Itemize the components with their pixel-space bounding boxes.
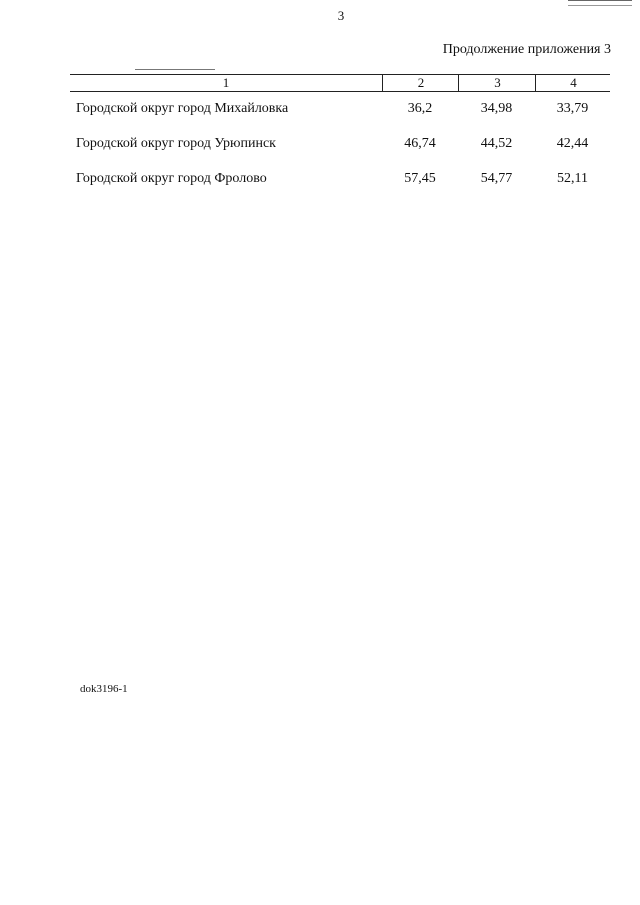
row-value-col3: 44,52 [480,136,513,151]
row-name: Городской округ город Михайловка [76,101,289,116]
row-value-col4: 33,79 [556,101,589,116]
table-row [70,127,610,162]
continuation-label: Продолжение приложения 3 [442,42,611,57]
row-value-col2: 57,45 [404,171,436,186]
data-table [70,74,610,197]
row-value-col4: 42,44 [556,136,589,151]
corner-line [568,0,632,6]
row-value-col3: 54,77 [480,171,513,186]
row-value-col2: 46,74 [404,136,436,151]
row-value-col3: 34,98 [480,101,513,116]
column-header-1: 1 [222,75,230,90]
table-row [70,162,610,197]
row-value-col2: 36,2 [407,101,433,116]
column-header-2: 2 [382,75,459,91]
table-header-row [70,74,610,92]
header-divider-line [135,69,215,70]
row-value-col4: 52,11 [557,171,588,186]
table-row [70,92,610,127]
row-name: Городской округ город Фролово [76,171,267,186]
column-header-4: 4 [535,75,611,91]
page-number: 3 [337,8,345,23]
document-id: dok3196-1 [80,683,128,695]
row-name: Городской округ город Урюпинск [76,136,276,151]
column-header-3: 3 [458,75,536,91]
